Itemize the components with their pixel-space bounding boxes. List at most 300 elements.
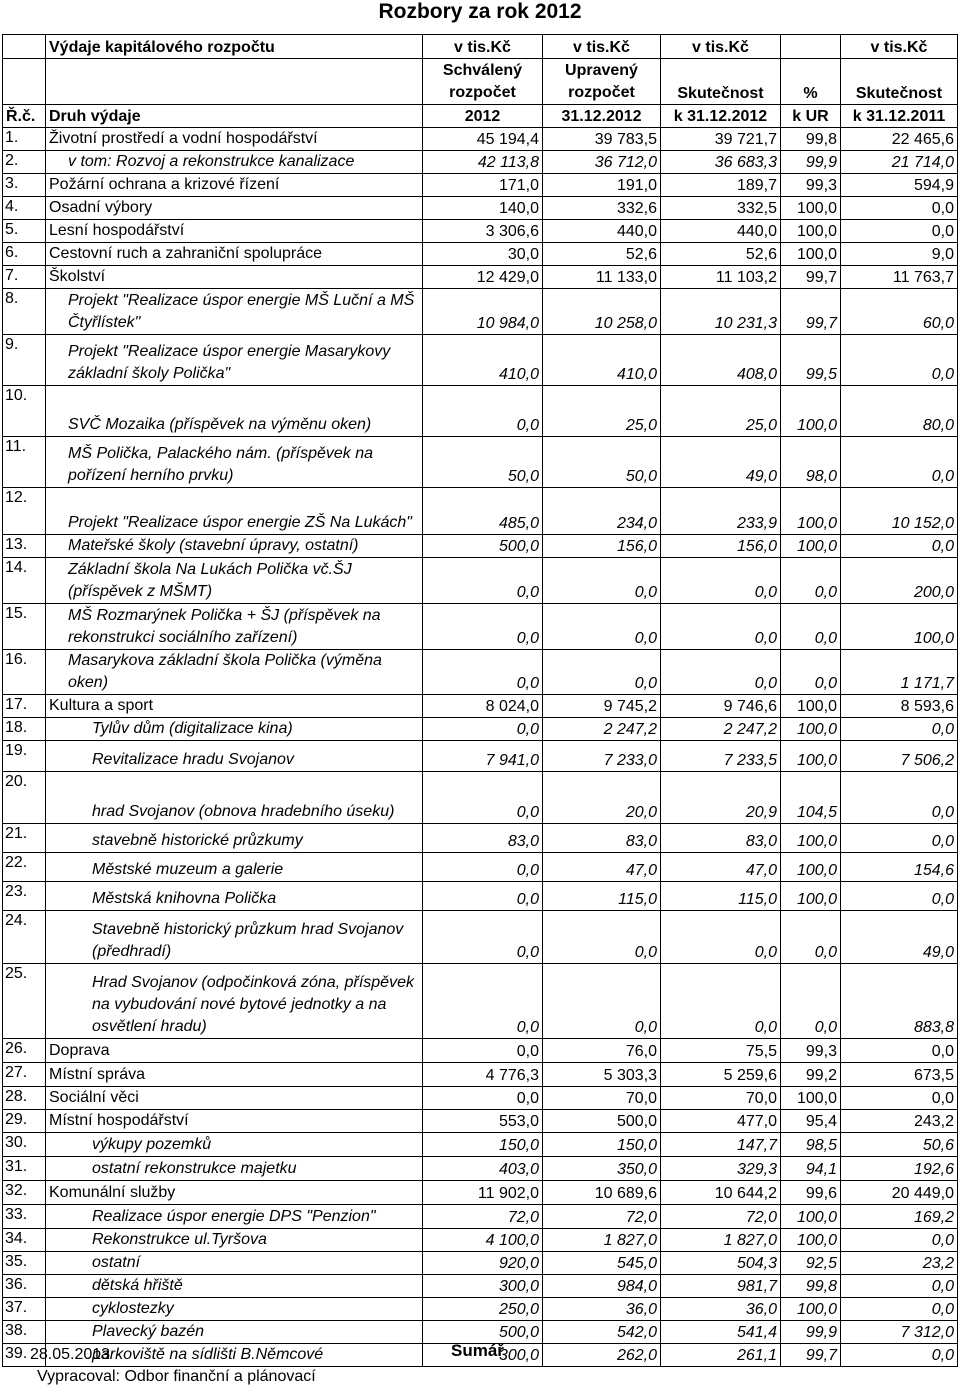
approved-budget-value: 410,0 xyxy=(423,335,543,386)
actual-2011-value: 883,8 xyxy=(841,964,958,1039)
approved-budget-value: 0,0 xyxy=(423,911,543,964)
approved-budget-value: 3 306,6 xyxy=(423,220,543,243)
adjusted-budget-value: 52,6 xyxy=(543,243,661,266)
row-number: 27. xyxy=(3,1063,46,1087)
actual-2012-value: 36,0 xyxy=(661,1298,781,1321)
header-cell: Schválený rozpočet xyxy=(423,59,543,105)
adjusted-budget-value: 1 827,0 xyxy=(543,1229,661,1252)
row-name: Cestovní ruch a zahraniční spolupráce xyxy=(46,243,423,266)
header-cell: Druh výdaje xyxy=(46,105,423,128)
adjusted-budget-value: 410,0 xyxy=(543,335,661,386)
row-number: 36. xyxy=(3,1275,46,1298)
actual-2012-value: 189,7 xyxy=(661,174,781,197)
header-cell: k 31.12.2012 xyxy=(661,105,781,128)
actual-2012-value: 981,7 xyxy=(661,1275,781,1298)
percent-value: 0,0 xyxy=(781,650,841,695)
adjusted-budget-value: 10 689,6 xyxy=(543,1181,661,1205)
percent-value: 100,0 xyxy=(781,1229,841,1252)
adjusted-budget-value: 542,0 xyxy=(543,1321,661,1344)
table-row xyxy=(3,1275,958,1298)
percent-value: 0,0 xyxy=(781,558,841,604)
actual-2011-value: 0,0 xyxy=(841,772,958,824)
row-number: 28. xyxy=(3,1087,46,1110)
approved-budget-value: 140,0 xyxy=(423,197,543,220)
actual-2011-value: 22 465,6 xyxy=(841,128,958,151)
actual-2011-value: 169,2 xyxy=(841,1205,958,1229)
row-name: Základní škola Na Lukách Polička vč.ŠJ (příspěvek z MŠMT) xyxy=(46,558,423,604)
percent-value: 100,0 xyxy=(781,488,841,535)
actual-2012-value: 5 259,6 xyxy=(661,1063,781,1087)
row-number: 21. xyxy=(3,824,46,853)
table-row xyxy=(3,174,958,197)
percent-value: 100,0 xyxy=(781,1087,841,1110)
row-name: Projekt "Realizace úspor energie Masarykovy základní školy Polička" xyxy=(46,335,423,386)
table-row xyxy=(3,535,958,558)
actual-2012-value: 10 231,3 xyxy=(661,289,781,335)
actual-2012-value: 2 247,2 xyxy=(661,718,781,741)
approved-budget-value: 920,0 xyxy=(423,1252,543,1275)
adjusted-budget-value: 11 133,0 xyxy=(543,266,661,289)
table-row xyxy=(3,488,958,535)
row-name: Tylův dům (digitalizace kina) xyxy=(46,718,423,741)
row-name: Místní správa xyxy=(46,1063,423,1087)
footer-sheet-name: Sumář xyxy=(451,1341,504,1360)
percent-value: 100,0 xyxy=(781,243,841,266)
table-row xyxy=(3,558,958,604)
approved-budget-value: 300,0 xyxy=(423,1344,543,1367)
actual-2011-value: 0,0 xyxy=(841,220,958,243)
header-row-1 xyxy=(3,35,958,59)
percent-value: 100,0 xyxy=(781,718,841,741)
adjusted-budget-value: 25,0 xyxy=(543,386,661,437)
row-name: Komunální služby xyxy=(46,1181,423,1205)
row-number: 3. xyxy=(3,174,46,197)
actual-2012-value: 332,5 xyxy=(661,197,781,220)
approved-budget-value: 0,0 xyxy=(423,853,543,882)
actual-2011-value: 0,0 xyxy=(841,1087,958,1110)
percent-value: 100,0 xyxy=(781,1205,841,1229)
header-cell xyxy=(46,59,423,105)
row-name: Masarykova základní škola Polička (výměna oken) xyxy=(46,650,423,695)
header-cell: v tis.Kč xyxy=(841,35,958,59)
row-number: 33. xyxy=(3,1205,46,1229)
approved-budget-value: 403,0 xyxy=(423,1157,543,1181)
approved-budget-value: 250,0 xyxy=(423,1298,543,1321)
percent-value: 95,4 xyxy=(781,1110,841,1133)
table-row xyxy=(3,1133,958,1157)
row-number: 38. xyxy=(3,1321,46,1344)
table-row xyxy=(3,964,958,1039)
adjusted-budget-value: 50,0 xyxy=(543,437,661,488)
actual-2011-value: 0,0 xyxy=(841,718,958,741)
header-cell: v tis.Kč xyxy=(661,35,781,59)
percent-value: 94,1 xyxy=(781,1157,841,1181)
actual-2011-value: 0,0 xyxy=(841,882,958,911)
actual-2012-value: 261,1 xyxy=(661,1344,781,1367)
actual-2011-value: 80,0 xyxy=(841,386,958,437)
actual-2012-value: 477,0 xyxy=(661,1110,781,1133)
header-cell: % xyxy=(781,59,841,105)
approved-budget-value: 0,0 xyxy=(423,1039,543,1063)
approved-budget-value: 0,0 xyxy=(423,772,543,824)
actual-2011-value: 60,0 xyxy=(841,289,958,335)
actual-2011-value: 11 763,7 xyxy=(841,266,958,289)
footer-author: Vypracoval: Odbor finanční a plánovací xyxy=(37,1368,316,1385)
percent-value: 100,0 xyxy=(781,535,841,558)
table-row xyxy=(3,1298,958,1321)
actual-2011-value: 0,0 xyxy=(841,1275,958,1298)
row-number: 29. xyxy=(3,1110,46,1133)
approved-budget-value: 12 429,0 xyxy=(423,266,543,289)
row-name: Městské muzeum a galerie xyxy=(46,853,423,882)
actual-2012-value: 1 827,0 xyxy=(661,1229,781,1252)
actual-2011-value: 7 312,0 xyxy=(841,1321,958,1344)
actual-2011-value: 8 593,6 xyxy=(841,695,958,718)
table-row xyxy=(3,1157,958,1181)
table-row xyxy=(3,289,958,335)
adjusted-budget-value: 83,0 xyxy=(543,824,661,853)
table-row xyxy=(3,266,958,289)
actual-2011-value: 0,0 xyxy=(841,535,958,558)
percent-value: 104,5 xyxy=(781,772,841,824)
actual-2011-value: 0,0 xyxy=(841,335,958,386)
approved-budget-value: 50,0 xyxy=(423,437,543,488)
approved-budget-value: 83,0 xyxy=(423,824,543,853)
actual-2011-value: 0,0 xyxy=(841,1229,958,1252)
row-name: cyklostezky xyxy=(46,1298,423,1321)
header-cell: Skutečnost xyxy=(841,59,958,105)
actual-2012-value: 47,0 xyxy=(661,853,781,882)
row-number: 35. xyxy=(3,1252,46,1275)
table-row xyxy=(3,335,958,386)
row-name: Požární ochrana a krizové řízení xyxy=(46,174,423,197)
table-row xyxy=(3,243,958,266)
row-number: 34. xyxy=(3,1229,46,1252)
row-number: 19. xyxy=(3,741,46,772)
actual-2012-value: 83,0 xyxy=(661,824,781,853)
budget-table xyxy=(2,34,958,1367)
row-name: hrad Svojanov (obnova hradebního úseku) xyxy=(46,772,423,824)
adjusted-budget-value: 150,0 xyxy=(543,1133,661,1157)
approved-budget-value: 0,0 xyxy=(423,718,543,741)
row-name: dětská hřiště xyxy=(46,1275,423,1298)
row-name: Životní prostředí a vodní hospodářství xyxy=(46,128,423,151)
actual-2011-value: 1 171,7 xyxy=(841,650,958,695)
adjusted-budget-value: 0,0 xyxy=(543,558,661,604)
table-row xyxy=(3,1110,958,1133)
header-cell: 31.12.2012 xyxy=(543,105,661,128)
actual-2012-value: 0,0 xyxy=(661,604,781,650)
row-name: Stavebně historický průzkum hrad Svojanov (předhradí) xyxy=(46,911,423,964)
table-row xyxy=(3,604,958,650)
table-row xyxy=(3,1229,958,1252)
adjusted-budget-value: 76,0 xyxy=(543,1039,661,1063)
approved-budget-value: 11 902,0 xyxy=(423,1181,543,1205)
row-name: v tom: Rozvoj a rekonstrukce kanalizace xyxy=(46,151,423,174)
header-cell: 2012 xyxy=(423,105,543,128)
table-row xyxy=(3,1087,958,1110)
table-row xyxy=(3,386,958,437)
row-name: výkupy pozemků xyxy=(46,1133,423,1157)
row-name: parkoviště na sídlišti B.Němcové xyxy=(46,1344,423,1367)
percent-value: 100,0 xyxy=(781,197,841,220)
header-cell: v tis.Kč xyxy=(543,35,661,59)
row-number: 22. xyxy=(3,853,46,882)
adjusted-budget-value: 115,0 xyxy=(543,882,661,911)
row-name: Realizace úspor energie DPS "Penzion" xyxy=(46,1205,423,1229)
adjusted-budget-value: 47,0 xyxy=(543,853,661,882)
row-number: 6. xyxy=(3,243,46,266)
adjusted-budget-value: 984,0 xyxy=(543,1275,661,1298)
actual-2011-value: 0,0 xyxy=(841,1344,958,1367)
header-cell xyxy=(3,59,46,105)
row-number: 30. xyxy=(3,1133,46,1157)
approved-budget-value: 300,0 xyxy=(423,1275,543,1298)
percent-value: 100,0 xyxy=(781,220,841,243)
percent-value: 100,0 xyxy=(781,882,841,911)
actual-2012-value: 75,5 xyxy=(661,1039,781,1063)
percent-value: 100,0 xyxy=(781,695,841,718)
header-cell xyxy=(781,35,841,59)
row-name: MŠ Polička, Palackého nám. (příspěvek na pořízení herního prvku) xyxy=(46,437,423,488)
row-name: Osadní výbory xyxy=(46,197,423,220)
percent-value: 92,5 xyxy=(781,1252,841,1275)
row-name: Projekt "Realizace úspor energie MŠ Luční a MŠ Čtyřlístek" xyxy=(46,289,423,335)
approved-budget-value: 0,0 xyxy=(423,558,543,604)
row-name: Místní hospodářství xyxy=(46,1110,423,1133)
adjusted-budget-value: 545,0 xyxy=(543,1252,661,1275)
approved-budget-value: 553,0 xyxy=(423,1110,543,1133)
percent-value: 100,0 xyxy=(781,824,841,853)
adjusted-budget-value: 5 303,3 xyxy=(543,1063,661,1087)
approved-budget-value: 0,0 xyxy=(423,1087,543,1110)
approved-budget-value: 500,0 xyxy=(423,1321,543,1344)
approved-budget-value: 485,0 xyxy=(423,488,543,535)
percent-value: 99,3 xyxy=(781,1039,841,1063)
page-title: Rozbory za rok 2012 xyxy=(378,0,582,23)
row-number: 24. xyxy=(3,911,46,964)
actual-2012-value: 52,6 xyxy=(661,243,781,266)
actual-2012-value: 11 103,2 xyxy=(661,266,781,289)
adjusted-budget-value: 39 783,5 xyxy=(543,128,661,151)
row-number: 15. xyxy=(3,604,46,650)
adjusted-budget-value: 20,0 xyxy=(543,772,661,824)
percent-value: 99,3 xyxy=(781,174,841,197)
row-name: Školství xyxy=(46,266,423,289)
actual-2012-value: 156,0 xyxy=(661,535,781,558)
approved-budget-value: 30,0 xyxy=(423,243,543,266)
row-number: 39. xyxy=(3,1344,46,1367)
header-cell xyxy=(3,35,46,59)
row-number: 8. xyxy=(3,289,46,335)
adjusted-budget-value: 70,0 xyxy=(543,1087,661,1110)
adjusted-budget-value: 72,0 xyxy=(543,1205,661,1229)
actual-2012-value: 0,0 xyxy=(661,650,781,695)
header-cell: k 31.12.2011 xyxy=(841,105,958,128)
percent-value: 98,0 xyxy=(781,437,841,488)
adjusted-budget-value: 7 233,0 xyxy=(543,741,661,772)
row-number: 25. xyxy=(3,964,46,1039)
adjusted-budget-value: 0,0 xyxy=(543,650,661,695)
approved-budget-value: 8 024,0 xyxy=(423,695,543,718)
row-name: Lesní hospodářství xyxy=(46,220,423,243)
table-row xyxy=(3,718,958,741)
actual-2012-value: 25,0 xyxy=(661,386,781,437)
percent-value: 99,5 xyxy=(781,335,841,386)
row-number: 1. xyxy=(3,128,46,151)
actual-2011-value: 0,0 xyxy=(841,1298,958,1321)
actual-2011-value: 192,6 xyxy=(841,1157,958,1181)
approved-budget-value: 72,0 xyxy=(423,1205,543,1229)
footer-date: 28.05.2013 xyxy=(30,1346,111,1363)
header-row-3 xyxy=(3,105,958,128)
percent-value: 100,0 xyxy=(781,741,841,772)
row-name: MŠ Rozmarýnek Polička + ŠJ (příspěvek na rekonstrukci sociálního zařízení) xyxy=(46,604,423,650)
row-number: 11. xyxy=(3,437,46,488)
row-number: 9. xyxy=(3,335,46,386)
row-number: 10. xyxy=(3,386,46,437)
actual-2011-value: 50,6 xyxy=(841,1133,958,1157)
adjusted-budget-value: 0,0 xyxy=(543,911,661,964)
row-number: 31. xyxy=(3,1157,46,1181)
percent-value: 0,0 xyxy=(781,964,841,1039)
row-name: Kultura a sport xyxy=(46,695,423,718)
percent-value: 99,8 xyxy=(781,1275,841,1298)
actual-2012-value: 7 233,5 xyxy=(661,741,781,772)
adjusted-budget-value: 191,0 xyxy=(543,174,661,197)
actual-2011-value: 0,0 xyxy=(841,824,958,853)
table-row xyxy=(3,772,958,824)
actual-2011-value: 49,0 xyxy=(841,911,958,964)
header-row-2 xyxy=(3,59,958,105)
approved-budget-value: 10 984,0 xyxy=(423,289,543,335)
actual-2011-value: 0,0 xyxy=(841,197,958,220)
approved-budget-value: 500,0 xyxy=(423,535,543,558)
actual-2012-value: 0,0 xyxy=(661,911,781,964)
adjusted-budget-value: 262,0 xyxy=(543,1344,661,1367)
percent-value: 99,6 xyxy=(781,1181,841,1205)
adjusted-budget-value: 10 258,0 xyxy=(543,289,661,335)
actual-2011-value: 20 449,0 xyxy=(841,1181,958,1205)
row-name: ostatní rekonstrukce majetku xyxy=(46,1157,423,1181)
percent-value: 99,9 xyxy=(781,151,841,174)
row-name: Sociální věci xyxy=(46,1087,423,1110)
actual-2011-value: 0,0 xyxy=(841,437,958,488)
table-row xyxy=(3,1063,958,1087)
actual-2012-value: 115,0 xyxy=(661,882,781,911)
percent-value: 100,0 xyxy=(781,1298,841,1321)
row-number: 4. xyxy=(3,197,46,220)
row-name: stavebně historické průzkumy xyxy=(46,824,423,853)
percent-value: 100,0 xyxy=(781,853,841,882)
percent-value: 99,7 xyxy=(781,1344,841,1367)
adjusted-budget-value: 36 712,0 xyxy=(543,151,661,174)
row-number: 5. xyxy=(3,220,46,243)
table-row xyxy=(3,437,958,488)
actual-2012-value: 70,0 xyxy=(661,1087,781,1110)
actual-2012-value: 541,4 xyxy=(661,1321,781,1344)
table-row xyxy=(3,911,958,964)
actual-2012-value: 0,0 xyxy=(661,558,781,604)
actual-2012-value: 49,0 xyxy=(661,437,781,488)
adjusted-budget-value: 500,0 xyxy=(543,1110,661,1133)
table-row xyxy=(3,882,958,911)
adjusted-budget-value: 440,0 xyxy=(543,220,661,243)
row-name: Městská knihovna Polička xyxy=(46,882,423,911)
header-cell: Skutečnost xyxy=(661,59,781,105)
actual-2011-value: 0,0 xyxy=(841,1039,958,1063)
approved-budget-value: 0,0 xyxy=(423,650,543,695)
row-name: Doprava xyxy=(46,1039,423,1063)
actual-2012-value: 329,3 xyxy=(661,1157,781,1181)
actual-2012-value: 20,9 xyxy=(661,772,781,824)
row-number: 37. xyxy=(3,1298,46,1321)
table-row xyxy=(3,650,958,695)
adjusted-budget-value: 0,0 xyxy=(543,964,661,1039)
approved-budget-value: 0,0 xyxy=(423,386,543,437)
percent-value: 99,8 xyxy=(781,128,841,151)
row-number: 14. xyxy=(3,558,46,604)
percent-value: 99,2 xyxy=(781,1063,841,1087)
actual-2011-value: 673,5 xyxy=(841,1063,958,1087)
percent-value: 0,0 xyxy=(781,604,841,650)
row-number: 26. xyxy=(3,1039,46,1063)
actual-2012-value: 72,0 xyxy=(661,1205,781,1229)
row-name: Hrad Svojanov (odpočinková zóna, příspěvek na vybudování nové bytové jednotky a na osvětlení hradu) xyxy=(46,964,423,1039)
actual-2011-value: 23,2 xyxy=(841,1252,958,1275)
row-number: 32. xyxy=(3,1181,46,1205)
approved-budget-value: 7 941,0 xyxy=(423,741,543,772)
table-row xyxy=(3,197,958,220)
header-cell: v tis.Kč xyxy=(423,35,543,59)
approved-budget-value: 0,0 xyxy=(423,964,543,1039)
percent-value: 0,0 xyxy=(781,911,841,964)
adjusted-budget-value: 2 247,2 xyxy=(543,718,661,741)
approved-budget-value: 150,0 xyxy=(423,1133,543,1157)
actual-2011-value: 21 714,0 xyxy=(841,151,958,174)
row-number: 17. xyxy=(3,695,46,718)
actual-2012-value: 36 683,3 xyxy=(661,151,781,174)
row-number: 2. xyxy=(3,151,46,174)
actual-2012-value: 10 644,2 xyxy=(661,1181,781,1205)
table-row xyxy=(3,151,958,174)
header-cell: k UR xyxy=(781,105,841,128)
adjusted-budget-value: 350,0 xyxy=(543,1157,661,1181)
row-number: 20. xyxy=(3,772,46,824)
actual-2012-value: 233,9 xyxy=(661,488,781,535)
table-row xyxy=(3,1252,958,1275)
table-row xyxy=(3,824,958,853)
actual-2011-value: 100,0 xyxy=(841,604,958,650)
actual-2012-value: 39 721,7 xyxy=(661,128,781,151)
row-name: Projekt "Realizace úspor energie ZŠ Na Lukách" xyxy=(46,488,423,535)
row-number: 16. xyxy=(3,650,46,695)
percent-value: 98,5 xyxy=(781,1133,841,1157)
actual-2012-value: 440,0 xyxy=(661,220,781,243)
table-row xyxy=(3,220,958,243)
row-number: 13. xyxy=(3,535,46,558)
row-number: 12. xyxy=(3,488,46,535)
table-row xyxy=(3,1205,958,1229)
row-name: SVČ Mozaika (příspěvek na výměnu oken) xyxy=(46,386,423,437)
table-row xyxy=(3,128,958,151)
approved-budget-value: 45 194,4 xyxy=(423,128,543,151)
row-name: ostatní xyxy=(46,1252,423,1275)
row-number: 18. xyxy=(3,718,46,741)
approved-budget-value: 0,0 xyxy=(423,882,543,911)
actual-2011-value: 154,6 xyxy=(841,853,958,882)
row-name: Plavecký bazén xyxy=(46,1321,423,1344)
